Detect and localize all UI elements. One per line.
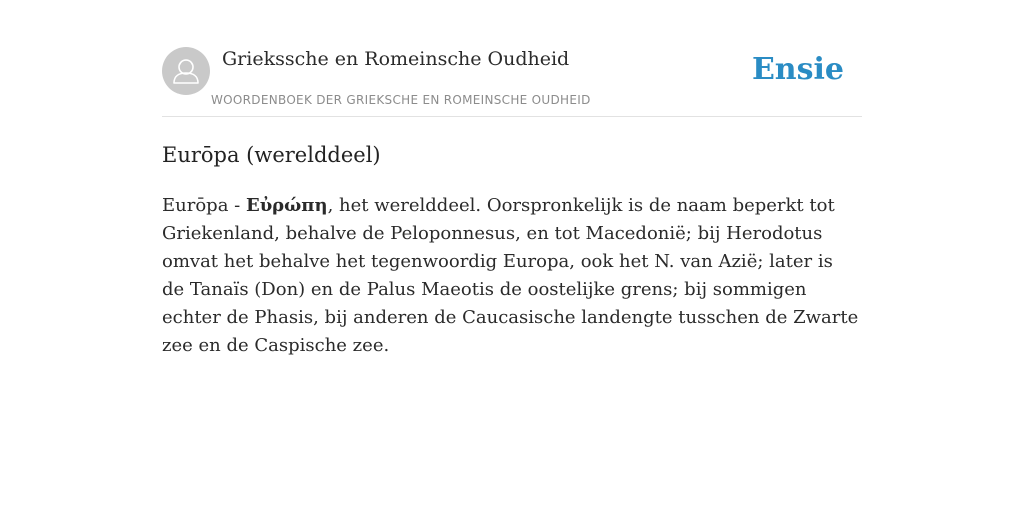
- user-placeholder-icon: [162, 47, 210, 95]
- definition-text: , het werelddeel. Oorspronkelijk is de naam beperkt tot Griekenland, behalve de Peloponnesus, en tot Macedonië; bij Herodotus omvat het behalve het tegenwoordig Europa, ook het N. van Azië; later is de Tanaïs (Don) en de Palus Maeotis de oostelijke grens; bij sommigen echter de Phasis, bij anderen de Caucasische landengte tusschen de Zwarte zee en de Caspische zee.: [162, 195, 859, 356]
- greek-term: Εὐρώπη: [245, 195, 328, 216]
- entry-title: Eurōpa (werelddeel): [162, 143, 381, 167]
- dictionary-title[interactable]: Griekssche en Romeinsche Oudheid: [222, 48, 570, 70]
- headword-separator: -: [228, 195, 246, 216]
- ensie-logo-link[interactable]: Ensie: [751, 52, 844, 87]
- dictionary-subtitle: WOORDENBOEK DER GRIEKSCHE EN ROMEINSCHE OUDHEID: [211, 93, 591, 107]
- entry-headword: Eurōpa: [162, 195, 229, 216]
- entry-definition: [162, 192, 860, 360]
- dictionary-avatar[interactable]: [162, 47, 210, 95]
- dictionary-header: [162, 46, 862, 117]
